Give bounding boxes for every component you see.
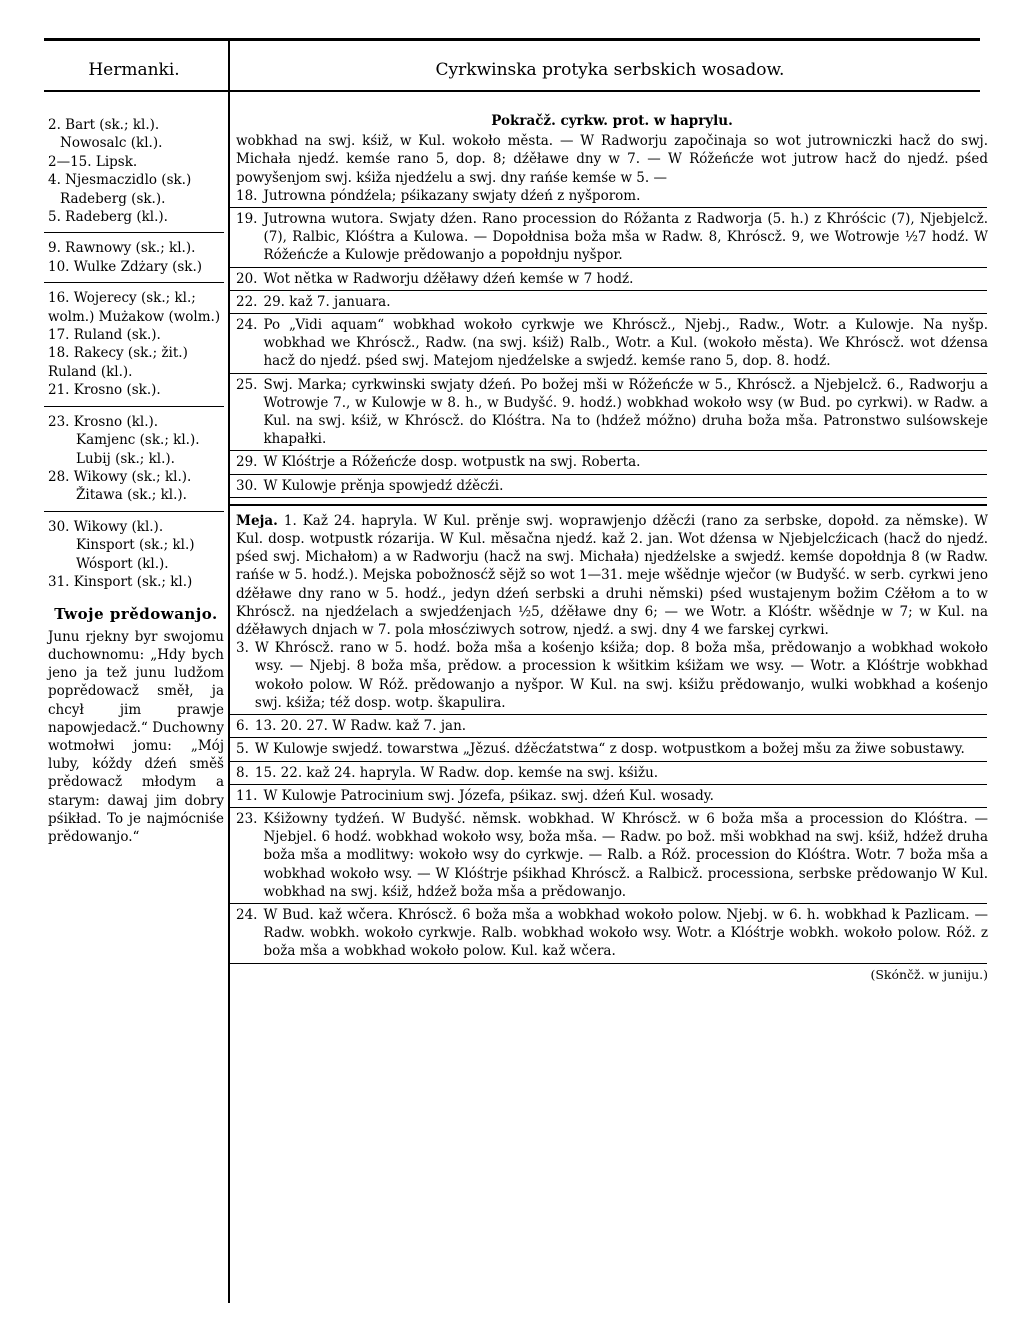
calendar-entry bbox=[236, 293, 988, 311]
market-line: Kamjenc (sk.; kl.). bbox=[76, 432, 200, 449]
market-list bbox=[48, 116, 224, 591]
april-entries bbox=[236, 187, 988, 498]
group-separator bbox=[44, 406, 224, 407]
entry-day: 24. bbox=[236, 317, 258, 334]
market-line: Lubij (sk.; kl.). bbox=[76, 450, 175, 467]
entry-day: 18. bbox=[236, 187, 258, 204]
entry-text: Jutrowna póndźela; pśikazany swjaty dźeń z nyšporom. bbox=[263, 187, 641, 204]
calendar-entry bbox=[236, 639, 988, 712]
entry-rule bbox=[230, 903, 987, 904]
entry-day: 5. bbox=[236, 741, 249, 758]
entry-text: W Kulowje swjedź. towarstwa „Jězuś. dźěcźatstwa“ z dosp. wotpustkom a božej mšu za žiwe sobustawy. bbox=[254, 741, 965, 758]
entry-rule bbox=[230, 761, 987, 762]
quote-title: Twoje prědowanjo. bbox=[54, 605, 218, 624]
calendar-entry bbox=[236, 210, 988, 265]
entry-text: 13. 20. 27. W Radw. kaž 7. jan. bbox=[254, 718, 467, 735]
entry-rule bbox=[230, 207, 987, 208]
entry-text: Kśižowny tydźeń. W Budyšć. němsk. wobkhad. W Khróscž. w 6 boža mša a procession do Klóśtra. — Njebjel. 6 hodź. wobkhad wokoło wsy, boža mša. — Radw. po bož. mši wobkhad na swj. kśiž, hdźež druha boža mša a modlitwy: wokoło wsy do cyrkwje. — Ralb. a Róž. procession do Klóśtra. Wotr. 7 boža mša a wobkhad wokoło wsy. — W Klóśtrje pśikhad Khróscž. a Ralbicž. processiona, serbske prědowanjo W Kul. wobkhad na swj. kśiž, hdźež boža mša a prědowanjo. bbox=[263, 810, 988, 900]
section-intro: wobkhad na swj. kśiž, w Kul. wokoło města. — W Radworju započinaja so wot jutrowniczki hacž do swj. Michała njedź. kemśe rano 5, dop. 8; dźěławe dny w 7. — W Róžeńcźe wot jutrow hacž do njedź. pśed powyšenjom swj. kśiža njedźelu a swj. dny rańśe kemśe w 5. — bbox=[236, 133, 988, 186]
entry-text: Po „Vidi aquam“ wobkhad wokoło cyrkwje we Khróscž., Njebj., Radw., Wotr. a Kulowje. Na nyšp. wobkhad we Khróscž., Radw. (na swj. kśiž) Ralb., Wotr. a Kul. (wokoło města). We Khróscž. wot dźensa hacž do njedź. pśed swj. Matejom njedźelske a swjedź. kemśe rano 5, dop. 8. hodź. bbox=[263, 317, 988, 370]
entry-rule bbox=[230, 714, 987, 715]
calendar-entry bbox=[236, 187, 988, 205]
market-line: Wósport (kl.). bbox=[76, 555, 169, 572]
market-group bbox=[48, 289, 224, 399]
market-line: Žitawa (sk.; kl.). bbox=[76, 487, 187, 504]
group-separator bbox=[44, 282, 224, 283]
market-line: 2—15. Lipsk. bbox=[48, 153, 138, 170]
market-line: Kinsport (sk.; kl.) bbox=[76, 537, 195, 554]
entry-day: 19. bbox=[236, 211, 258, 228]
entry-text: W Khróscž. rano w 5. hodź. boža mša a kośenjo kśiža; dop. 8 boža mša, prědowanjo a wobkhad wokoło wsy. — Njebj. 8 boža mša, prědow. a procession k wšitkim kśižam we wsy. — Wotr. a Klóśtrje wobkhad wokoło polow. W Róž. prědowanjo a nyšpor. W Kul. na swj. kśižu prědowanjo, wulki wobkhad a kośenjo swj. kśiža; též dosp. wotp. škapulira. bbox=[254, 640, 988, 711]
entry-rule bbox=[230, 497, 987, 498]
entry-text: 29. kaž 7. januara. bbox=[263, 293, 391, 310]
meja-block bbox=[236, 512, 988, 639]
entry-rule bbox=[230, 450, 987, 451]
calendar-entry bbox=[236, 764, 988, 782]
meja-label: Meja. bbox=[236, 512, 278, 529]
calendar-entry bbox=[236, 453, 988, 471]
calendar-entry bbox=[236, 717, 988, 735]
entry-rule bbox=[230, 737, 987, 738]
market-line: 30. Wikowy (kl.). bbox=[48, 518, 164, 535]
may-entries bbox=[236, 639, 988, 963]
market-line: 17. Ruland (sk.). bbox=[48, 327, 161, 344]
market-line: 16. Wojerecy (sk.; kl.; wolm.) Mużakow (wolm.) bbox=[48, 290, 221, 325]
group-separator bbox=[44, 232, 224, 233]
calendar-entry bbox=[236, 376, 988, 449]
entry-day: 29. bbox=[236, 454, 258, 471]
column-divider bbox=[228, 38, 230, 1303]
entry-day: 20. bbox=[236, 270, 258, 287]
market-line: 4. Njesmaczidlo (sk.) bbox=[48, 172, 192, 189]
entry-text: W Klóśtrje a Róžeńcźe dosp. wotpustk na swj. Roberta. bbox=[263, 454, 641, 471]
entry-day: 6. bbox=[236, 718, 249, 735]
entry-day: 3. bbox=[236, 640, 249, 657]
entry-rule bbox=[230, 474, 987, 475]
entry-text: W Kulowje Patrocinium swj. Józefa, pśikaz. swj. dźeń Kul. wosady. bbox=[263, 787, 714, 804]
market-line: Nowosalc (kl.). bbox=[60, 135, 163, 152]
entry-rule bbox=[230, 313, 987, 314]
entry-day: 23. bbox=[236, 810, 258, 827]
section-rule bbox=[230, 504, 987, 506]
entry-text: W Kulowje prěnja spowjedź dźěcźi. bbox=[263, 477, 504, 494]
calendar-entry bbox=[236, 316, 988, 371]
entry-text: Swj. Marka; cyrkwinski swjaty dźeń. Po božej mši w Róžeńcźe w 5., Khróscž. a Njebjelcž. 6., Radworju a Wotrowje 7., w Kulowje w 8. h., w Budyšć. 9. hodź.) wobkhad wokoło wsy (w Bud. po cyrkwi). w Radw. a Kul. na swj. kśiž, w Khróscž. do Klóśtra. Na to (hdźež móžno) druha boža mša. Patronstwo sulśowskeje khapałki. bbox=[263, 376, 988, 448]
market-group bbox=[48, 239, 224, 276]
entry-day: 24. bbox=[236, 906, 258, 923]
calendar-entry bbox=[236, 270, 988, 288]
footnote: (Skónčž. w juniju.) bbox=[870, 966, 988, 982]
entry-day: 25. bbox=[236, 376, 258, 393]
entry-text: W Bud. kaž wčera. Khróscž. 6 boža mša a wobkhad wokoło polow. Njebj. w 6. h. wobkhad k Pazlicam. — Radw. wobkh. wokoło cyrkwje. Ralb. wobkhad wokoło wsy. Wotr. a Klóśtrje wobkh. wokoło polow. Róž. z boža mša a wobkhad wokoło polow. Kul. kaž wčera. bbox=[263, 906, 988, 960]
entry-rule bbox=[230, 963, 987, 964]
header-rule bbox=[44, 90, 980, 92]
entry-text: Wot nětka w Radworju dźěławy dźeń kemśe w 7 hodź. bbox=[263, 270, 634, 287]
entry-day: 22. bbox=[236, 293, 258, 310]
quote-text: Junu rjekny byr swojomu duchownomu: „Hdy bych jeno ja tež junu ludžom poprědowacž směł, ja chcył jim prawje napowjedacž.“ Duchowny wotmołwi jomu: „Mój luby, kóždy dźeń směš prědowacž młodym a starym: dawaj jim dobry pśikład. To je najmócniśe prědowanjo.“ bbox=[48, 628, 224, 845]
market-group bbox=[48, 116, 224, 226]
market-group bbox=[48, 413, 224, 505]
market-line: 5. Radeberg (kl.). bbox=[48, 209, 168, 226]
entry-rule bbox=[230, 807, 987, 808]
page-title: Cyrkwinska protyka serbskich wosadow. bbox=[435, 60, 785, 80]
main-calendar bbox=[236, 112, 988, 984]
entry-rule bbox=[230, 784, 987, 785]
calendar-entry bbox=[236, 787, 988, 805]
calendar-entry bbox=[236, 740, 988, 758]
entry-text: Jutrowna wutora. Swjaty dźen. Rano procession do Róžanta z Radworja (5. h.) z Khróścic (7), Njebjelcž. (7), Ralbic, Klóśtra a Kulowa. — Dopołdnisa boža mša w Radw. 8, Khróscž. 9, we Wotrowje ½7 hodź. W Róžeńcźe a Kulowje prědowanjo a popołdnju nyšpor. bbox=[263, 211, 988, 264]
entry-day: 8. bbox=[236, 764, 249, 781]
entry-rule bbox=[230, 290, 987, 291]
calendar-entry bbox=[236, 906, 988, 961]
market-line: 18. Rakecy (sk.; žit.) Ruland (kl.). bbox=[48, 345, 188, 380]
calendar-entry bbox=[236, 477, 988, 495]
sidebar-markets bbox=[48, 116, 224, 846]
top-rule bbox=[44, 38, 980, 41]
entry-rule bbox=[230, 267, 987, 268]
market-line: Radeberg (sk.). bbox=[60, 190, 166, 207]
left-header: Hermanki. bbox=[88, 60, 180, 80]
calendar-entry bbox=[236, 810, 988, 901]
market-line: 21. Krosno (sk.). bbox=[48, 382, 161, 399]
market-line: 31. Kinsport (sk.; kl.) bbox=[48, 573, 193, 590]
entry-text: 15. 22. kaž 24. hapryla. W Radw. dop. kemśe na swj. kśižu. bbox=[254, 764, 659, 781]
market-line: 28. Wikowy (sk.; kl.). bbox=[48, 468, 192, 485]
entry-day: 30. bbox=[236, 477, 258, 494]
market-line: 23. Krosno (kl.). bbox=[48, 413, 159, 430]
meja-intro: 1. Kaž 24. hapryla. W Kul. prěnje swj. woprawjenjo dźěcźi (rano za serbske, dopołd. za němske). W Kul. dosp. wotpustk rózarija. W Kul. měsačna njedź. kaž 2. jan. Wot dźensa w Njebjelcźicach (hacž do njedź. pśed swj. Michałom) a w Radworju (hacž na swj. Michała) njedźelske a swjedź. kemśe dopołdnja 8 (w Radw. rańśe w 5. hodź.). Mejska pobožnosćž sějž so wot 1—31. meje wšědnje wječor (w Budyšć. w serb. cyrkwi jeno dźěławe dny rano w 5. hodź., jedyn dźeń serbski a druhi němski) pśed wustajenym božim Cźěłom a to w Khróscž. na njedźelach a swjedźenjach ½5, dźěławe dny 6; — we Wotr. a Klóśtr. wšědnje w 7; w Kul. na dźěławych dnjach w 7. pola młosćziwych sotrow, njedź. a swj. dny 4 we farskej cyrkwi. bbox=[236, 512, 988, 639]
section-title: Pokračž. cyrkw. prot. w haprylu. bbox=[491, 113, 733, 129]
market-line: 10. Wulke Zdżary (sk.) bbox=[48, 258, 203, 275]
group-separator bbox=[44, 511, 224, 512]
market-line: 2. Bart (sk.; kl.). bbox=[48, 117, 160, 133]
market-line: 9. Rawnowy (sk.; kl.). bbox=[48, 240, 196, 257]
entry-day: 11. bbox=[236, 787, 258, 804]
entry-rule bbox=[230, 373, 987, 374]
market-group bbox=[48, 518, 224, 592]
